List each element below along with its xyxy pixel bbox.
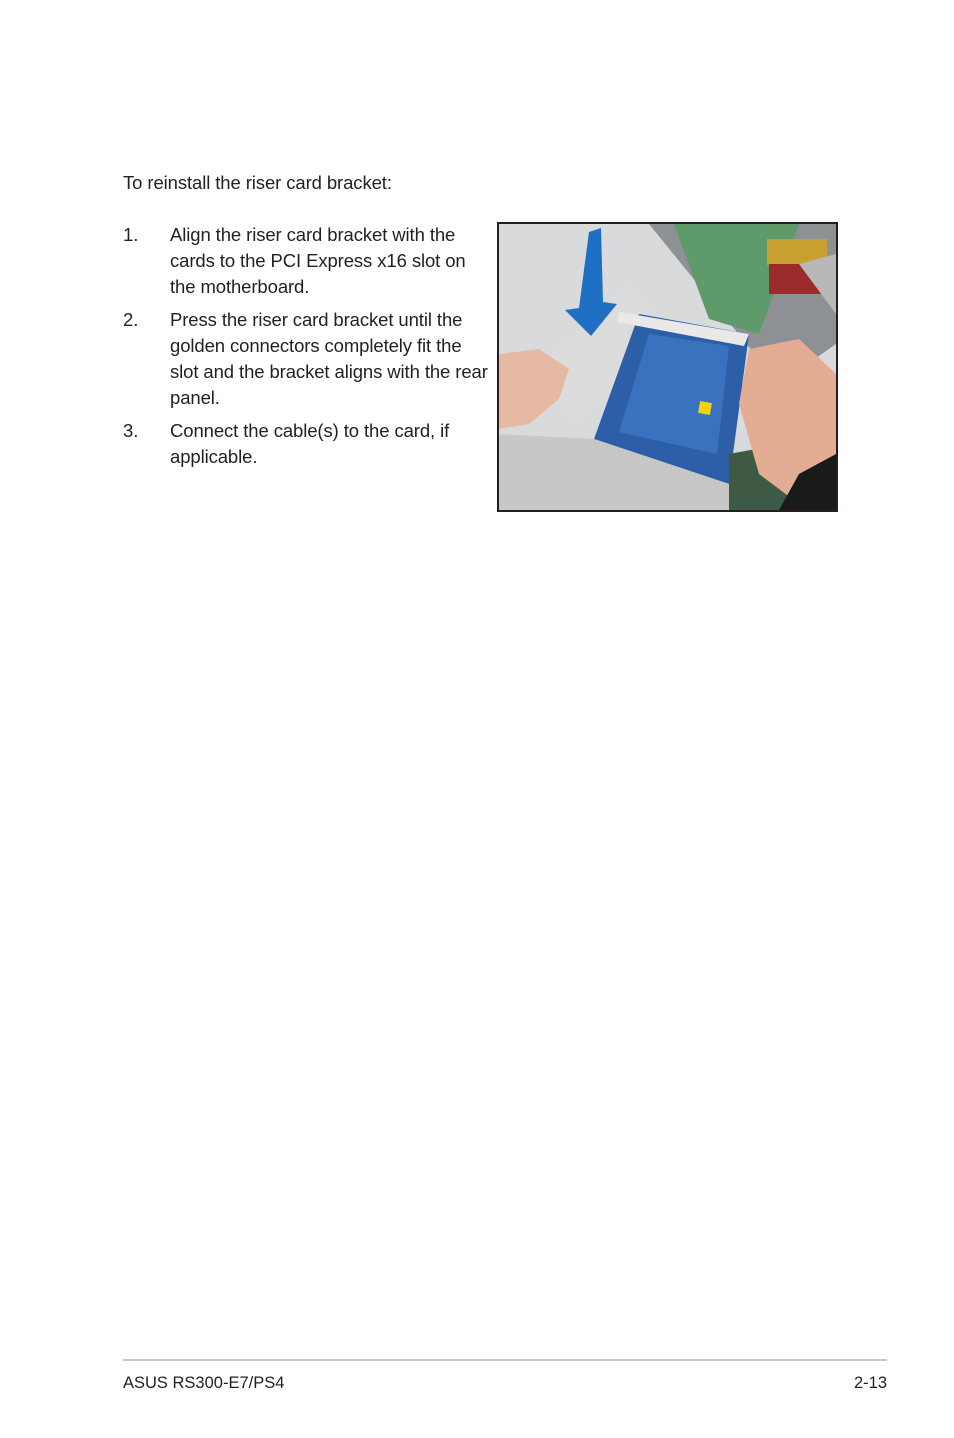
step-1 xyxy=(123,222,488,300)
step-number: 1. xyxy=(123,224,139,245)
step-text: Connect the cable(s) to the card, if applicable. xyxy=(170,420,450,467)
footer-product-name: ASUS RS300-E7/PS4 xyxy=(123,1374,285,1392)
step-2 xyxy=(123,307,488,411)
instruction-steps xyxy=(123,222,488,477)
step-3 xyxy=(123,418,488,470)
step-text: Align the riser card bracket with the cards to the PCI Express x16 slot on the motherboard. xyxy=(170,224,466,297)
step-number: 2. xyxy=(123,309,139,330)
riser-card-install-figure xyxy=(497,222,838,512)
footer-page-number: 2-13 xyxy=(853,1374,887,1392)
footer-divider xyxy=(123,1359,887,1361)
step-text: Press the riser card bracket until the golden connectors completely fit the slot and the bracket aligns with the rear panel. xyxy=(170,309,488,408)
intro-text: To reinstall the riser card bracket: xyxy=(123,172,392,193)
step-number: 3. xyxy=(123,420,139,441)
